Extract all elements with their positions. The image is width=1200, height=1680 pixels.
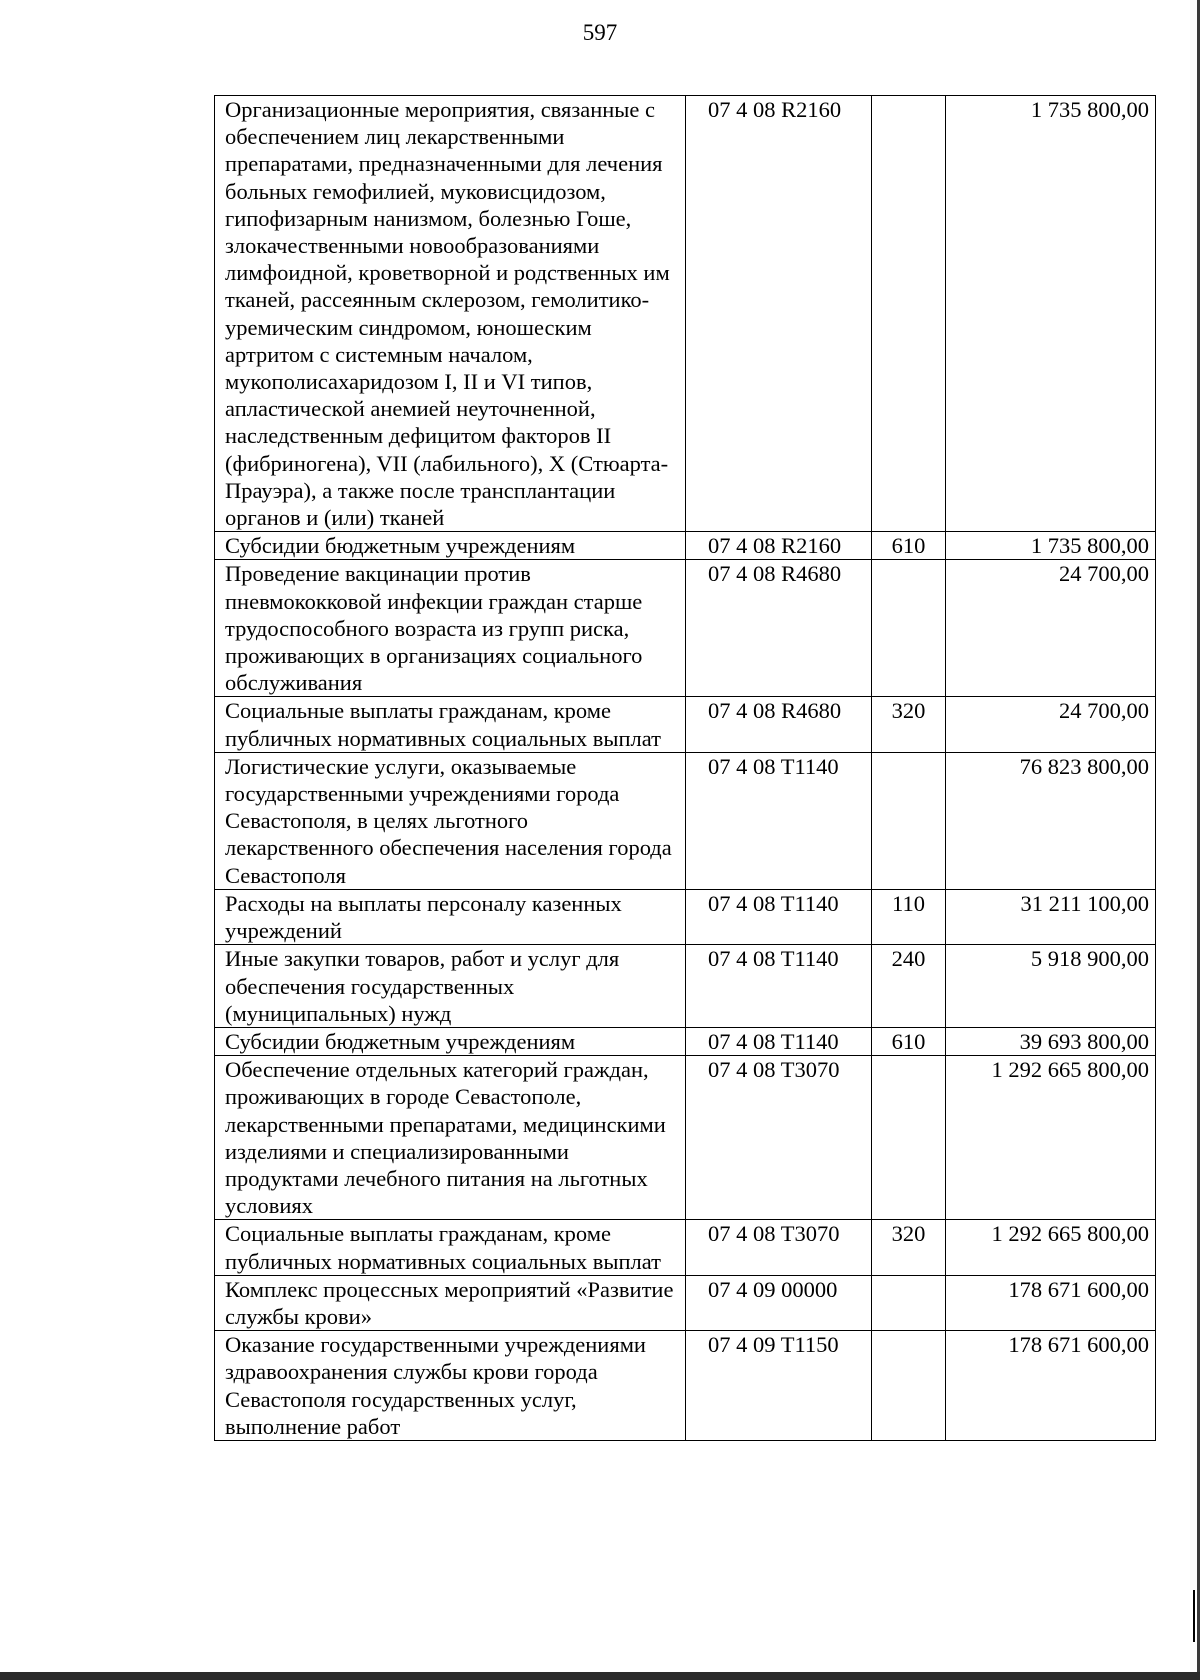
expense-name: Субсидии бюджетным учреждениям [215, 532, 686, 560]
expense-type-code: 610 [872, 1027, 946, 1055]
amount: 1 735 800,00 [946, 96, 1156, 532]
expense-type-code: 240 [872, 945, 946, 1028]
target-article-code: 07 4 09 00000 [686, 1275, 872, 1330]
table-row [215, 1056, 1156, 1220]
table-row [215, 752, 1156, 889]
target-article-code: 07 4 08 R4680 [686, 697, 872, 752]
expense-type-code: 610 [872, 532, 946, 560]
target-article-code: 07 4 08 T1140 [686, 1027, 872, 1055]
amount: 1 735 800,00 [946, 532, 1156, 560]
expense-name: Проведение вакцинации против пневмококковой инфекции граждан старше трудоспособного возраста из групп риска, проживающих в организациях социального обслуживания [215, 560, 686, 697]
expense-name: Социальные выплаты гражданам, кроме публичных нормативных социальных выплат [215, 1220, 686, 1275]
table-row [215, 1331, 1156, 1441]
expense-name: Комплекс процессных мероприятий «Развитие службы крови» [215, 1275, 686, 1330]
target-article-code: 07 4 08 R4680 [686, 560, 872, 697]
target-article-code: 07 4 08 T3070 [686, 1056, 872, 1220]
amount: 5 918 900,00 [946, 945, 1156, 1028]
expense-name: Логистические услуги, оказываемые государственными учреждениями города Севастополя, в целях льготного лекарственного обеспечения населения города Севастополя [215, 752, 686, 889]
amount: 1 292 665 800,00 [946, 1056, 1156, 1220]
amount: 24 700,00 [946, 560, 1156, 697]
target-article-code: 07 4 08 T1140 [686, 752, 872, 889]
target-article-code: 07 4 08 R2160 [686, 96, 872, 532]
expense-type-code: 320 [872, 697, 946, 752]
expense-name: Иные закупки товаров, работ и услуг для обеспечения государственных (муниципальных) нужд [215, 945, 686, 1028]
amount: 178 671 600,00 [946, 1331, 1156, 1441]
expense-type-code [872, 752, 946, 889]
expense-type-code [872, 96, 946, 532]
table-row [215, 1027, 1156, 1055]
amount: 39 693 800,00 [946, 1027, 1156, 1055]
target-article-code: 07 4 09 T1150 [686, 1331, 872, 1441]
expense-name: Субсидии бюджетным учреждениям [215, 1027, 686, 1055]
amount: 178 671 600,00 [946, 1275, 1156, 1330]
expense-type-code: 110 [872, 889, 946, 944]
page-number: 597 [582, 20, 618, 45]
amount: 76 823 800,00 [946, 752, 1156, 889]
expense-name: Социальные выплаты гражданам, кроме публичных нормативных социальных выплат [215, 697, 686, 752]
expense-type-code [872, 1331, 946, 1441]
expense-type-code [872, 560, 946, 697]
table-row [215, 1220, 1156, 1275]
table-row [215, 697, 1156, 752]
amount: 1 292 665 800,00 [946, 1220, 1156, 1275]
scan-bottom-edge [0, 1672, 1200, 1680]
expense-type-code [872, 1056, 946, 1220]
table-row [215, 96, 1156, 532]
target-article-code: 07 4 08 T1140 [686, 889, 872, 944]
scan-edge-mark [1193, 1590, 1195, 1642]
table-row [215, 1275, 1156, 1330]
expense-type-code: 320 [872, 1220, 946, 1275]
table-row [215, 532, 1156, 560]
amount: 31 211 100,00 [946, 889, 1156, 944]
table-row [215, 945, 1156, 1028]
table-row [215, 560, 1156, 697]
table-row [215, 889, 1156, 944]
budget-table [214, 95, 1156, 1441]
expense-name: Обеспечение отдельных категорий граждан, проживающих в городе Севастополе, лекарственными препаратами, медицинскими изделиями и специализированными продуктами лечебного питания на льготных условиях [215, 1056, 686, 1220]
expense-name: Организационные мероприятия, связанные с обеспечением лиц лекарственными препаратами, предназначенными для лечения больных гемофилией, муковисцидозом, гипофизарным нанизмом, болезнью Гоше, злокачественными новообразованиями лимфоидной, кроветворной и родственных им тканей, рассеянным склерозом, гемолитико-уремическим синдромом, юношеским артритом с системным началом, мукополисахаридозом I, II и VI типов, апластической анемией неуточненной, наследственным дефицитом факторов II (фибриногена), VII (лабильного), X (Стюарта-Прауэра), а также после трансплантации органов и (или) тканей [215, 96, 686, 532]
target-article-code: 07 4 08 T1140 [686, 945, 872, 1028]
expense-type-code [872, 1275, 946, 1330]
target-article-code: 07 4 08 R2160 [686, 532, 872, 560]
expense-name: Оказание государственными учреждениями здравоохранения службы крови города Севастополя государственных услуг, выполнение работ [215, 1331, 686, 1441]
target-article-code: 07 4 08 T3070 [686, 1220, 872, 1275]
amount: 24 700,00 [946, 697, 1156, 752]
expense-name: Расходы на выплаты персоналу казенных учреждений [215, 889, 686, 944]
